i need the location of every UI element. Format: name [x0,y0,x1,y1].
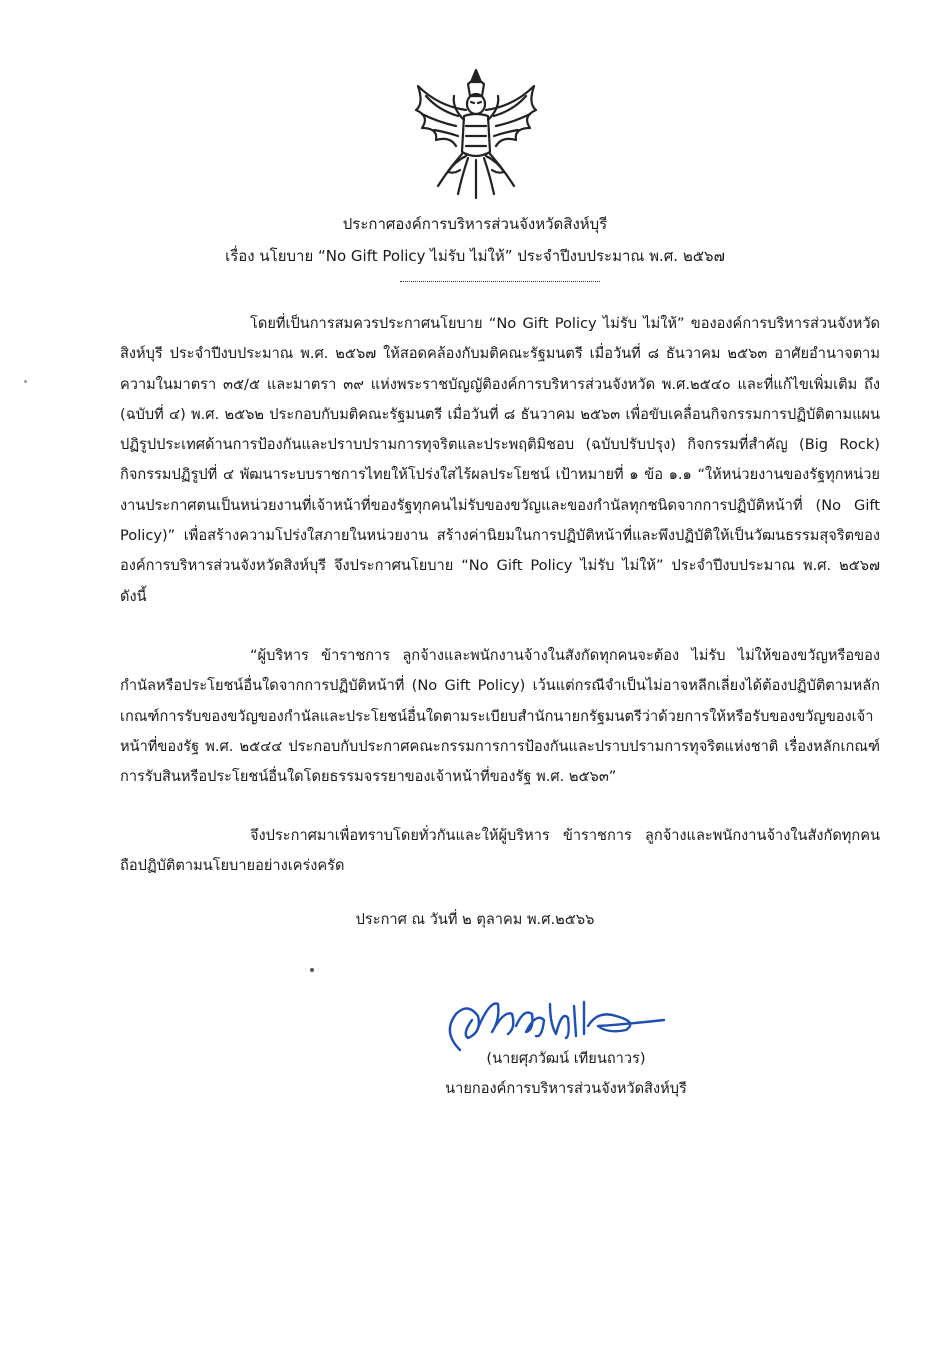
body-paragraph-2 [120,641,880,792]
separator-dotted-line [400,281,600,282]
garuda-emblem-icon [408,66,544,200]
body-paragraph-3 [120,821,880,882]
scan-speck [24,380,27,383]
announcement-date: ประกาศ ณ วันที่ ๒ ตุลาคม พ.ศ.๒๕๖๖ [355,911,595,928]
paragraph-text: โดยที่เป็นการสมควรประกาศนโยบาย “No Gift Policy ไม่รับ ไม่ให้” ขององค์การบริหารส่วนจังหวัดสิงห์บุรี ประจำปีงบประมาณ พ.ศ. ๒๕๖๗ ให้สอดคล้องกับมติคณะรัฐมนตรี เมื่อวันที่ ๘ ธันวาคม ๒๕๖๓ อาศัยอำนาจตามความในมาตรา ๓๕/๕ และมาตรา ๓๙ แห่งพระราชบัญญัติองค์การบริหารส่วนจังหวัด พ.ศ.๒๕๔๐ และที่แก้ไขเพิ่มเติม ถึง (ฉบับที่ ๔) พ.ศ. ๒๕๖๒ ประกอบกับมติคณะรัฐมนตรี เมื่อวันที่ ๘ ธันวาคม ๒๕๖๓ เพื่อขับเคลื่อนกิจกรรมการปฏิบัติตามแผนปฏิรูปประเทศด้านการป้องกันและปราบปรามการทุจริตและประพฤติมิชอบ (ฉบับปรับปรุง) กิจกรรมที่สำคัญ (Big Rock) กิจกรรมปฏิรูปที่ ๔ พัฒนาระบบราชการไทยให้โปร่งใสไร้ผลประโยชน์ เป้าหมายที่ ๑ ข้อ ๑.๑ “ให้หน่วยงานของรัฐทุกหน่วยงานประกาศตนเป็นหน่วยงานที่เจ้าหน้าที่ของรัฐทุกคนไม่รับของขวัญและของกำนัลทุกชนิดจากการปฏิบัติหน้าที่ (No Gift Policy)” เพื่อสร้างความโปร่งใสภายในหน่วยงาน สร้างค่านิยมในการปฏิบัติหน้าที่และพึงปฏิบัติให้เป็นวัฒนธรรมสุจริตขององค์การบริหารส่วนจังหวัดสิงห์บุรี จึงประกาศนโยบาย “No Gift Policy ไม่รับ ไม่ให้” ประจำปีงบประมาณ พ.ศ. ๒๕๖๗ ดังนี้ [120,315,880,605]
signer-title: นายกองค์การบริหารส่วนจังหวัดสิงห์บุรี [445,1080,687,1097]
announcement-title: ประกาศองค์การบริหารส่วนจังหวัดสิงห์บุรี [342,215,608,233]
signer-name: (นายศุภวัฒน์ เทียนถาวร) [486,1050,646,1067]
paragraph-text: จึงประกาศมาเพื่อทราบโดยทั่วกันและให้ผู้บริหาร ข้าราชการ ลูกจ้างและพนักงานจ้างในสังกัดทุกคนถือปฏิบัติตามนโยบายอย่างเคร่งครัด [120,827,880,875]
paragraph-text: “ผู้บริหาร ข้าราชการ ลูกจ้างและพนักงานจ้างในสังกัดทุกคนจะต้อง ไม่รับ ไม่ให้ของขวัญหรือของกำนัลหรือประโยชน์อื่นใดจากการปฏิบัติหน้าที่ (No Gift Policy) เว้นแต่กรณีจำเป็นไม่อาจหลีกเลี่ยงได้ต้องปฏิบัติตามหลักเกณฑ์การรับของขวัญของกำนัลและประโยชน์อื่นใดตามระเบียบสำนักนายกรัฐมนตรีว่าด้วยการให้หรือรับของขวัญของเจ้าหน้าที่ของรัฐ พ.ศ. ๒๕๔๔ ประกอบกับประกาศคณะกรรมการการป้องกันและปราบปรามการทุจริตแห่งชาติ เรื่องหลักเกณฑ์การรับสินหรือประโยชน์อื่นใดโดยธรรมจรรยาของเจ้าหน้าที่ของรัฐ พ.ศ. ๒๕๖๓” [120,647,880,786]
scan-speck [310,968,314,972]
announcement-subject: เรื่อง นโยบาย “No Gift Policy ไม่รับ ไม่ให้” ประจำปีงบประมาณ พ.ศ. ๒๕๖๗ [225,247,725,265]
body-paragraph-1 [120,309,880,612]
